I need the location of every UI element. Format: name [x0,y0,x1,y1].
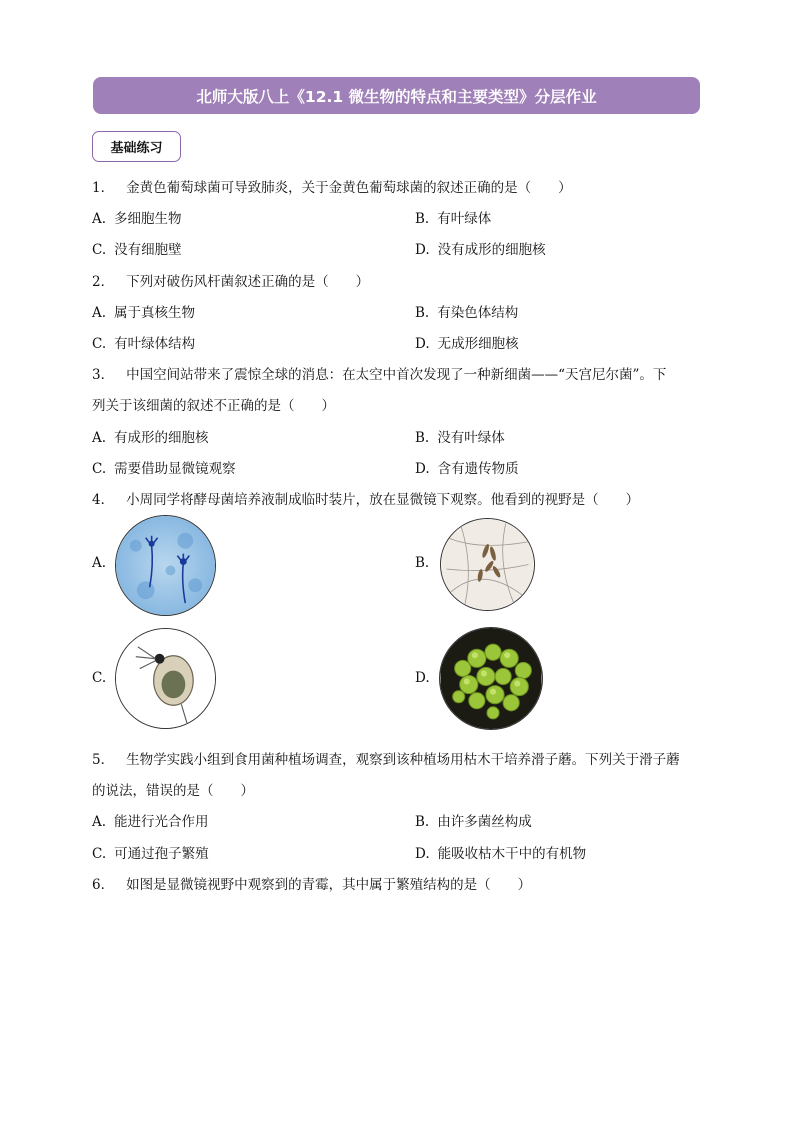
q4-option-c-letter: C. [92,670,107,686]
option-letter: C. [92,336,107,352]
question-text: 小周同学将酵母菌培养液制成临时装片，放在显微镜下观察。他看到的视野是（ ） [126,492,640,508]
question-5-stem-cont: 的说法，错误的是（ ） [92,783,254,799]
option-text: 属于真核生物 [114,305,196,321]
q4-option-b-letter: B. [415,555,430,571]
question-text: 中国空间站带来了震惊全球的消息：在太空中首次发现了一种新细菌——“天宫尼尔菌”。下 [126,367,667,383]
option-letter: D. [415,461,430,477]
q4-option-d-letter: D. [415,670,430,686]
question-number: 2． [92,274,115,290]
option-text: 能吸收枯木干中的有机物 [437,846,587,862]
q3-option-c[interactable] [92,457,236,477]
q5-option-d[interactable] [415,842,586,862]
question-number: 5． [92,752,115,768]
q4-option-b-image[interactable] [440,518,535,611]
option-letter: C. [92,846,107,862]
option-letter: C. [92,461,107,477]
option-letter: D. [415,242,430,258]
option-text: 能进行光合作用 [114,814,209,830]
fungal-spores-micrograph [441,519,534,610]
option-letter: C. [92,242,107,258]
question-text: 金黄色葡萄球菌可导致肺炎，关于金黄色葡萄球菌的叙述正确的是（ ） [126,180,572,196]
option-text: 有成形的细胞核 [114,430,209,446]
question-5-stem [92,748,680,768]
question-text: 如图是显微镜视野中观察到的青霉，其中属于繁殖结构的是（ ） [126,877,532,893]
option-text: 没有成形的细胞核 [437,242,546,258]
q4-option-a-image[interactable] [115,515,216,616]
option-text: 有叶绿体结构 [114,336,196,352]
option-letter: A. [92,211,107,227]
option-text: 有染色体结构 [437,305,519,321]
option-text: 由许多菌丝构成 [437,814,532,830]
water-flea-micrograph [116,629,215,728]
q5-option-c[interactable] [92,842,209,862]
q4-option-a-letter: A. [92,555,107,571]
question-text: 生物学实践小组到食用菌种植场调查，观察到该种植场用枯木干培养滑子蘑。下列关于滑子蘑 [126,752,680,768]
option-letter: A. [92,305,107,321]
q1-option-a[interactable] [92,207,182,227]
option-text: 可通过孢子繁殖 [114,846,209,862]
q1-option-c[interactable] [92,238,182,258]
option-letter: B. [415,814,430,830]
section-label: 基础练习 [92,131,181,162]
q2-option-c[interactable] [92,332,195,352]
question-1-stem [92,176,572,196]
option-letter: D. [415,336,430,352]
q2-option-d[interactable] [415,332,519,352]
q3-option-b[interactable] [415,426,505,446]
question-number: 3． [92,367,115,383]
page-title: 北师大版八上《12.1 微生物的特点和主要类型》分层作业 [93,77,700,114]
q2-option-a[interactable] [92,301,195,321]
option-text: 无成形细胞核 [437,336,519,352]
option-text: 含有遗传物质 [437,461,519,477]
question-3-stem [92,363,666,383]
option-text: 有叶绿体 [437,211,492,227]
question-4-stem [92,488,639,508]
question-number: 4． [92,492,115,508]
question-number: 6． [92,877,115,893]
option-letter: A. [92,430,107,446]
question-text: 下列对破伤风杆菌叙述正确的是（ ） [126,274,370,290]
option-text: 没有叶绿体 [437,430,505,446]
q4-option-d-image[interactable] [439,627,543,730]
q3-option-a[interactable] [92,426,209,446]
option-letter: B. [415,211,430,227]
question-2-stem [92,270,369,290]
option-letter: A. [92,814,107,830]
q5-option-a[interactable] [92,810,209,830]
green-algae-cells-micrograph [440,628,542,729]
option-letter: B. [415,430,430,446]
option-text: 需要借助显微镜观察 [114,461,236,477]
question-3-stem-cont: 列关于该细菌的叙述不正确的是（ ） [92,398,335,414]
blue-stained-mold-micrograph [116,516,215,615]
q5-option-b[interactable] [415,810,532,830]
q4-option-c-image[interactable] [115,628,216,729]
q3-option-d[interactable] [415,457,519,477]
option-letter: B. [415,305,430,321]
option-letter: D. [415,846,430,862]
question-6-stem [92,873,531,893]
q1-option-b[interactable] [415,207,491,227]
q2-option-b[interactable] [415,301,518,321]
q1-option-d[interactable] [415,238,546,258]
question-number: 1． [92,180,115,196]
option-text: 没有细胞壁 [114,242,182,258]
option-text: 多细胞生物 [114,211,182,227]
